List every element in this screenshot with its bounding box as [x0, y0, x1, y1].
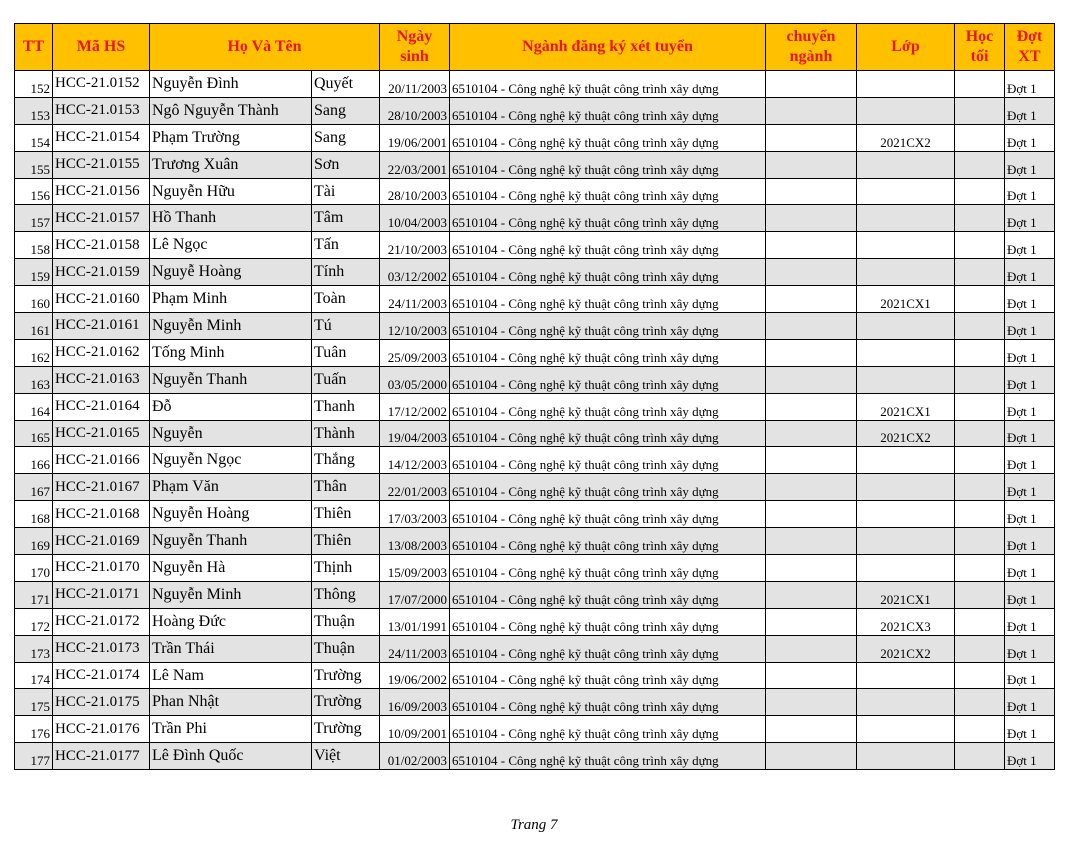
cell-ho: Phạm Minh: [150, 286, 312, 313]
cell-ma-hs: HCC-21.0168: [53, 501, 150, 528]
cell-ten: Thuận: [312, 635, 380, 662]
cell-tt: 163: [15, 366, 53, 393]
cell-dot-xt: Đợt 1: [1005, 339, 1055, 366]
cell-ho: Lê Nam: [150, 662, 312, 689]
cell-ho: Nguyễn: [150, 420, 312, 447]
cell-ten: Tấn: [312, 232, 380, 259]
table-row: [15, 232, 1055, 259]
cell-tt: 160: [15, 286, 53, 313]
cell-ma-hs: HCC-21.0174: [53, 662, 150, 689]
cell-chuyen-nganh: [766, 716, 857, 743]
table-row: [15, 635, 1055, 662]
cell-ngay-sinh: 19/06/2002: [380, 662, 450, 689]
cell-nganh: 6510104 - Công nghệ kỹ thuật công trình xây dựng: [450, 393, 766, 420]
cell-hoc-toi: [955, 555, 1005, 582]
cell-ngay-sinh: 17/03/2003: [380, 501, 450, 528]
cell-ho: Trần Thái: [150, 635, 312, 662]
cell-dot-xt: Đợt 1: [1005, 124, 1055, 151]
cell-ho: Nguyễn Thanh: [150, 366, 312, 393]
cell-nganh: 6510104 - Công nghệ kỹ thuật công trình xây dựng: [450, 178, 766, 205]
cell-chuyen-nganh: [766, 689, 857, 716]
cell-tt: 157: [15, 205, 53, 232]
table-row: [15, 366, 1055, 393]
cell-chuyen-nganh: [766, 635, 857, 662]
cell-ngay-sinh: 12/10/2003: [380, 313, 450, 340]
cell-ho: Lê Đình Quốc: [150, 743, 312, 770]
cell-ma-hs: HCC-21.0175: [53, 689, 150, 716]
cell-hoc-toi: [955, 205, 1005, 232]
cell-chuyen-nganh: [766, 205, 857, 232]
cell-ho: Nguyễn Minh: [150, 313, 312, 340]
cell-ho: Hồ Thanh: [150, 205, 312, 232]
cell-tt: 175: [15, 689, 53, 716]
table-row: [15, 689, 1055, 716]
table-row: [15, 71, 1055, 98]
cell-ma-hs: HCC-21.0155: [53, 151, 150, 178]
cell-ten: Tài: [312, 178, 380, 205]
header-nganh: Ngành đăng ký xét tuyển: [450, 24, 766, 71]
cell-ngay-sinh: 28/10/2003: [380, 178, 450, 205]
cell-nganh: 6510104 - Công nghệ kỹ thuật công trình xây dựng: [450, 608, 766, 635]
cell-ho: Trần Phi: [150, 716, 312, 743]
cell-dot-xt: Đợt 1: [1005, 232, 1055, 259]
cell-ma-hs: HCC-21.0167: [53, 474, 150, 501]
cell-ma-hs: HCC-21.0164: [53, 393, 150, 420]
cell-ten: Thành: [312, 420, 380, 447]
header-dot-xt: Đợt XT: [1005, 24, 1055, 71]
cell-lop: [857, 555, 955, 582]
cell-ten: Thịnh: [312, 555, 380, 582]
cell-tt: 171: [15, 581, 53, 608]
table-row: [15, 205, 1055, 232]
header-chuyen-nganh: chuyển ngành: [766, 24, 857, 71]
cell-ho: Nguyễn Minh: [150, 581, 312, 608]
table-row: [15, 339, 1055, 366]
cell-ten: Thắng: [312, 447, 380, 474]
cell-dot-xt: Đợt 1: [1005, 393, 1055, 420]
cell-hoc-toi: [955, 716, 1005, 743]
table-row: [15, 286, 1055, 313]
cell-ho: Nguyễn Hoàng: [150, 501, 312, 528]
table-row: [15, 178, 1055, 205]
cell-ten: Toàn: [312, 286, 380, 313]
cell-hoc-toi: [955, 313, 1005, 340]
cell-dot-xt: Đợt 1: [1005, 71, 1055, 98]
table-row: [15, 716, 1055, 743]
table-row: [15, 447, 1055, 474]
cell-nganh: 6510104 - Công nghệ kỹ thuật công trình xây dựng: [450, 71, 766, 98]
cell-nganh: 6510104 - Công nghệ kỹ thuật công trình xây dựng: [450, 635, 766, 662]
cell-tt: 162: [15, 339, 53, 366]
cell-ten: Tuân: [312, 339, 380, 366]
cell-tt: 165: [15, 420, 53, 447]
cell-dot-xt: Đợt 1: [1005, 366, 1055, 393]
cell-ngay-sinh: 14/12/2003: [380, 447, 450, 474]
cell-ngay-sinh: 01/02/2003: [380, 743, 450, 770]
cell-tt: 166: [15, 447, 53, 474]
cell-ngay-sinh: 13/01/1991: [380, 608, 450, 635]
cell-hoc-toi: [955, 151, 1005, 178]
cell-chuyen-nganh: [766, 555, 857, 582]
cell-ngay-sinh: 21/10/2003: [380, 232, 450, 259]
cell-ten: Quyết: [312, 71, 380, 98]
cell-hoc-toi: [955, 124, 1005, 151]
cell-dot-xt: Đợt 1: [1005, 205, 1055, 232]
cell-ngay-sinh: 20/11/2003: [380, 71, 450, 98]
cell-lop: [857, 259, 955, 286]
cell-nganh: 6510104 - Công nghệ kỹ thuật công trình xây dựng: [450, 716, 766, 743]
cell-lop: [857, 313, 955, 340]
cell-ma-hs: HCC-21.0160: [53, 286, 150, 313]
cell-ho: Nguyễn Hà: [150, 555, 312, 582]
cell-lop: 2021CX1: [857, 286, 955, 313]
cell-ho: Lê Ngọc: [150, 232, 312, 259]
cell-ma-hs: HCC-21.0172: [53, 608, 150, 635]
cell-dot-xt: Đợt 1: [1005, 662, 1055, 689]
cell-ho: Nguyễn Đình: [150, 71, 312, 98]
cell-lop: [857, 151, 955, 178]
cell-tt: 169: [15, 528, 53, 555]
cell-nganh: 6510104 - Công nghệ kỹ thuật công trình xây dựng: [450, 259, 766, 286]
cell-chuyen-nganh: [766, 97, 857, 124]
cell-chuyen-nganh: [766, 71, 857, 98]
cell-ma-hs: HCC-21.0161: [53, 313, 150, 340]
cell-ten: Việt: [312, 743, 380, 770]
cell-tt: 167: [15, 474, 53, 501]
cell-ngay-sinh: 10/09/2001: [380, 716, 450, 743]
cell-lop: [857, 743, 955, 770]
cell-nganh: 6510104 - Công nghệ kỹ thuật công trình xây dựng: [450, 124, 766, 151]
header-hoc-toi: Học tối: [955, 24, 1005, 71]
cell-ma-hs: HCC-21.0170: [53, 555, 150, 582]
student-roster-table: [14, 23, 1055, 770]
cell-ma-hs: HCC-21.0156: [53, 178, 150, 205]
cell-ten: Trường: [312, 716, 380, 743]
cell-dot-xt: Đợt 1: [1005, 178, 1055, 205]
cell-chuyen-nganh: [766, 447, 857, 474]
table-row: [15, 474, 1055, 501]
cell-chuyen-nganh: [766, 124, 857, 151]
table-row: [15, 743, 1055, 770]
cell-nganh: 6510104 - Công nghệ kỹ thuật công trình xây dựng: [450, 232, 766, 259]
cell-hoc-toi: [955, 635, 1005, 662]
cell-ma-hs: HCC-21.0163: [53, 366, 150, 393]
cell-ma-hs: HCC-21.0173: [53, 635, 150, 662]
cell-lop: [857, 689, 955, 716]
cell-hoc-toi: [955, 259, 1005, 286]
cell-ho: Trương Xuân: [150, 151, 312, 178]
table-row: [15, 97, 1055, 124]
cell-dot-xt: Đợt 1: [1005, 581, 1055, 608]
header-lop: Lớp: [857, 24, 955, 71]
cell-nganh: 6510104 - Công nghệ kỹ thuật công trình xây dựng: [450, 501, 766, 528]
cell-tt: 174: [15, 662, 53, 689]
cell-lop: [857, 339, 955, 366]
cell-ngay-sinh: 19/06/2001: [380, 124, 450, 151]
cell-ten: Tú: [312, 313, 380, 340]
header-row: [15, 24, 1055, 71]
cell-ma-hs: HCC-21.0176: [53, 716, 150, 743]
cell-hoc-toi: [955, 662, 1005, 689]
cell-hoc-toi: [955, 581, 1005, 608]
header-ngay-sinh: Ngày sinh: [380, 24, 450, 71]
cell-ngay-sinh: 15/09/2003: [380, 555, 450, 582]
cell-ngay-sinh: 22/01/2003: [380, 474, 450, 501]
cell-tt: 168: [15, 501, 53, 528]
cell-dot-xt: Đợt 1: [1005, 474, 1055, 501]
cell-ho: Đỗ: [150, 393, 312, 420]
cell-lop: [857, 662, 955, 689]
page-number: Trang 7: [510, 817, 558, 833]
cell-ten: Thân: [312, 474, 380, 501]
cell-ho: Hoàng Đức: [150, 608, 312, 635]
cell-chuyen-nganh: [766, 743, 857, 770]
header-ho-ten: Họ Và Tên: [150, 24, 380, 71]
cell-ten: Trường: [312, 689, 380, 716]
cell-tt: 177: [15, 743, 53, 770]
cell-ngay-sinh: 16/09/2003: [380, 689, 450, 716]
cell-nganh: 6510104 - Công nghệ kỹ thuật công trình xây dựng: [450, 205, 766, 232]
cell-hoc-toi: [955, 366, 1005, 393]
cell-ngay-sinh: 24/11/2003: [380, 286, 450, 313]
cell-ngay-sinh: 24/11/2003: [380, 635, 450, 662]
cell-chuyen-nganh: [766, 232, 857, 259]
cell-chuyen-nganh: [766, 286, 857, 313]
cell-lop: 2021CX1: [857, 393, 955, 420]
table-body: [15, 71, 1055, 770]
cell-nganh: 6510104 - Công nghệ kỹ thuật công trình xây dựng: [450, 366, 766, 393]
header-ma-hs: Mã HS: [53, 24, 150, 71]
cell-dot-xt: Đợt 1: [1005, 447, 1055, 474]
cell-ma-hs: HCC-21.0154: [53, 124, 150, 151]
cell-ten: Sang: [312, 124, 380, 151]
cell-lop: [857, 71, 955, 98]
cell-hoc-toi: [955, 286, 1005, 313]
cell-dot-xt: Đợt 1: [1005, 420, 1055, 447]
cell-tt: 164: [15, 393, 53, 420]
cell-dot-xt: Đợt 1: [1005, 743, 1055, 770]
cell-tt: 176: [15, 716, 53, 743]
cell-tt: 152: [15, 71, 53, 98]
cell-dot-xt: Đợt 1: [1005, 286, 1055, 313]
cell-tt: 156: [15, 178, 53, 205]
cell-lop: [857, 447, 955, 474]
cell-lop: 2021CX2: [857, 635, 955, 662]
cell-hoc-toi: [955, 689, 1005, 716]
cell-hoc-toi: [955, 420, 1005, 447]
cell-ma-hs: HCC-21.0171: [53, 581, 150, 608]
cell-nganh: 6510104 - Công nghệ kỹ thuật công trình xây dựng: [450, 581, 766, 608]
cell-ho: Tống Minh: [150, 339, 312, 366]
cell-hoc-toi: [955, 501, 1005, 528]
cell-tt: 159: [15, 259, 53, 286]
table-row: [15, 608, 1055, 635]
cell-chuyen-nganh: [766, 474, 857, 501]
cell-hoc-toi: [955, 71, 1005, 98]
cell-chuyen-nganh: [766, 151, 857, 178]
cell-ho: Ngô Nguyễn Thành: [150, 97, 312, 124]
table-row: [15, 501, 1055, 528]
cell-nganh: 6510104 - Công nghệ kỹ thuật công trình xây dựng: [450, 555, 766, 582]
cell-ten: Thông: [312, 581, 380, 608]
cell-nganh: 6510104 - Công nghệ kỹ thuật công trình xây dựng: [450, 662, 766, 689]
cell-chuyen-nganh: [766, 339, 857, 366]
cell-dot-xt: Đợt 1: [1005, 689, 1055, 716]
cell-hoc-toi: [955, 339, 1005, 366]
cell-ten: Tính: [312, 259, 380, 286]
cell-ten: Thanh: [312, 393, 380, 420]
cell-ho: Phạm Trường: [150, 124, 312, 151]
cell-ngay-sinh: 10/04/2003: [380, 205, 450, 232]
cell-ma-hs: HCC-21.0162: [53, 339, 150, 366]
cell-tt: 154: [15, 124, 53, 151]
cell-ho: Nguyễ Hoàng: [150, 259, 312, 286]
cell-hoc-toi: [955, 232, 1005, 259]
cell-ma-hs: HCC-21.0152: [53, 71, 150, 98]
cell-ma-hs: HCC-21.0166: [53, 447, 150, 474]
cell-lop: [857, 366, 955, 393]
cell-ngay-sinh: 25/09/2003: [380, 339, 450, 366]
cell-dot-xt: Đợt 1: [1005, 608, 1055, 635]
cell-ho: Phan Nhật: [150, 689, 312, 716]
cell-lop: [857, 205, 955, 232]
cell-hoc-toi: [955, 178, 1005, 205]
cell-dot-xt: Đợt 1: [1005, 716, 1055, 743]
cell-ten: Thuận: [312, 608, 380, 635]
cell-nganh: 6510104 - Công nghệ kỹ thuật công trình xây dựng: [450, 689, 766, 716]
cell-nganh: 6510104 - Công nghệ kỹ thuật công trình xây dựng: [450, 151, 766, 178]
cell-ma-hs: HCC-21.0153: [53, 97, 150, 124]
cell-nganh: 6510104 - Công nghệ kỹ thuật công trình xây dựng: [450, 420, 766, 447]
cell-tt: 153: [15, 97, 53, 124]
table-row: [15, 151, 1055, 178]
cell-dot-xt: Đợt 1: [1005, 259, 1055, 286]
cell-ngay-sinh: 17/12/2002: [380, 393, 450, 420]
cell-chuyen-nganh: [766, 420, 857, 447]
table-row: [15, 581, 1055, 608]
cell-ma-hs: HCC-21.0169: [53, 528, 150, 555]
cell-lop: [857, 178, 955, 205]
cell-chuyen-nganh: [766, 662, 857, 689]
header-tt: TT: [15, 24, 53, 71]
cell-nganh: 6510104 - Công nghệ kỹ thuật công trình xây dựng: [450, 339, 766, 366]
cell-chuyen-nganh: [766, 259, 857, 286]
table-row: [15, 313, 1055, 340]
cell-ten: Thiên: [312, 528, 380, 555]
cell-ma-hs: HCC-21.0177: [53, 743, 150, 770]
cell-chuyen-nganh: [766, 178, 857, 205]
cell-chuyen-nganh: [766, 528, 857, 555]
cell-lop: [857, 97, 955, 124]
cell-ma-hs: HCC-21.0157: [53, 205, 150, 232]
cell-lop: [857, 474, 955, 501]
cell-chuyen-nganh: [766, 501, 857, 528]
table-row: [15, 662, 1055, 689]
cell-tt: 161: [15, 313, 53, 340]
cell-ten: Sơn: [312, 151, 380, 178]
cell-chuyen-nganh: [766, 393, 857, 420]
cell-nganh: 6510104 - Công nghệ kỹ thuật công trình xây dựng: [450, 313, 766, 340]
table-row: [15, 420, 1055, 447]
cell-lop: [857, 716, 955, 743]
cell-ten: Tuấn: [312, 366, 380, 393]
cell-ngay-sinh: 13/08/2003: [380, 528, 450, 555]
cell-nganh: 6510104 - Công nghệ kỹ thuật công trình xây dựng: [450, 474, 766, 501]
cell-tt: 158: [15, 232, 53, 259]
cell-nganh: 6510104 - Công nghệ kỹ thuật công trình xây dựng: [450, 286, 766, 313]
cell-dot-xt: Đợt 1: [1005, 528, 1055, 555]
cell-ho: Nguyễn Thanh: [150, 528, 312, 555]
cell-ngay-sinh: 03/05/2000: [380, 366, 450, 393]
cell-lop: [857, 501, 955, 528]
cell-ho: Nguyễn Hữu: [150, 178, 312, 205]
cell-chuyen-nganh: [766, 581, 857, 608]
cell-nganh: 6510104 - Công nghệ kỹ thuật công trình xây dựng: [450, 528, 766, 555]
table-row: [15, 555, 1055, 582]
cell-hoc-toi: [955, 743, 1005, 770]
table-row: [15, 124, 1055, 151]
cell-lop: [857, 528, 955, 555]
cell-hoc-toi: [955, 97, 1005, 124]
cell-hoc-toi: [955, 393, 1005, 420]
cell-hoc-toi: [955, 447, 1005, 474]
cell-ngay-sinh: 03/12/2002: [380, 259, 450, 286]
table-row: [15, 259, 1055, 286]
table-row: [15, 528, 1055, 555]
cell-lop: 2021CX2: [857, 420, 955, 447]
cell-nganh: 6510104 - Công nghệ kỹ thuật công trình xây dựng: [450, 743, 766, 770]
cell-ma-hs: HCC-21.0159: [53, 259, 150, 286]
cell-lop: [857, 232, 955, 259]
cell-tt: 170: [15, 555, 53, 582]
cell-ho: Nguyễn Ngọc: [150, 447, 312, 474]
cell-hoc-toi: [955, 474, 1005, 501]
cell-ngay-sinh: 19/04/2003: [380, 420, 450, 447]
cell-dot-xt: Đợt 1: [1005, 313, 1055, 340]
cell-tt: 173: [15, 635, 53, 662]
cell-ma-hs: HCC-21.0165: [53, 420, 150, 447]
cell-ten: Sang: [312, 97, 380, 124]
table-row: [15, 393, 1055, 420]
cell-ten: Trường: [312, 662, 380, 689]
cell-hoc-toi: [955, 608, 1005, 635]
cell-chuyen-nganh: [766, 608, 857, 635]
cell-dot-xt: Đợt 1: [1005, 635, 1055, 662]
cell-dot-xt: Đợt 1: [1005, 97, 1055, 124]
cell-ten: Tâm: [312, 205, 380, 232]
cell-nganh: 6510104 - Công nghệ kỹ thuật công trình xây dựng: [450, 447, 766, 474]
cell-dot-xt: Đợt 1: [1005, 555, 1055, 582]
cell-lop: 2021CX2: [857, 124, 955, 151]
cell-ngay-sinh: 17/07/2000: [380, 581, 450, 608]
cell-chuyen-nganh: [766, 313, 857, 340]
cell-nganh: 6510104 - Công nghệ kỹ thuật công trình xây dựng: [450, 97, 766, 124]
cell-ten: Thiên: [312, 501, 380, 528]
cell-ma-hs: HCC-21.0158: [53, 232, 150, 259]
cell-lop: 2021CX1: [857, 581, 955, 608]
cell-dot-xt: Đợt 1: [1005, 151, 1055, 178]
cell-tt: 172: [15, 608, 53, 635]
cell-ngay-sinh: 28/10/2003: [380, 97, 450, 124]
cell-chuyen-nganh: [766, 366, 857, 393]
cell-ho: Phạm Văn: [150, 474, 312, 501]
cell-ngay-sinh: 22/03/2001: [380, 151, 450, 178]
cell-hoc-toi: [955, 528, 1005, 555]
cell-tt: 155: [15, 151, 53, 178]
cell-lop: 2021CX3: [857, 608, 955, 635]
cell-dot-xt: Đợt 1: [1005, 501, 1055, 528]
